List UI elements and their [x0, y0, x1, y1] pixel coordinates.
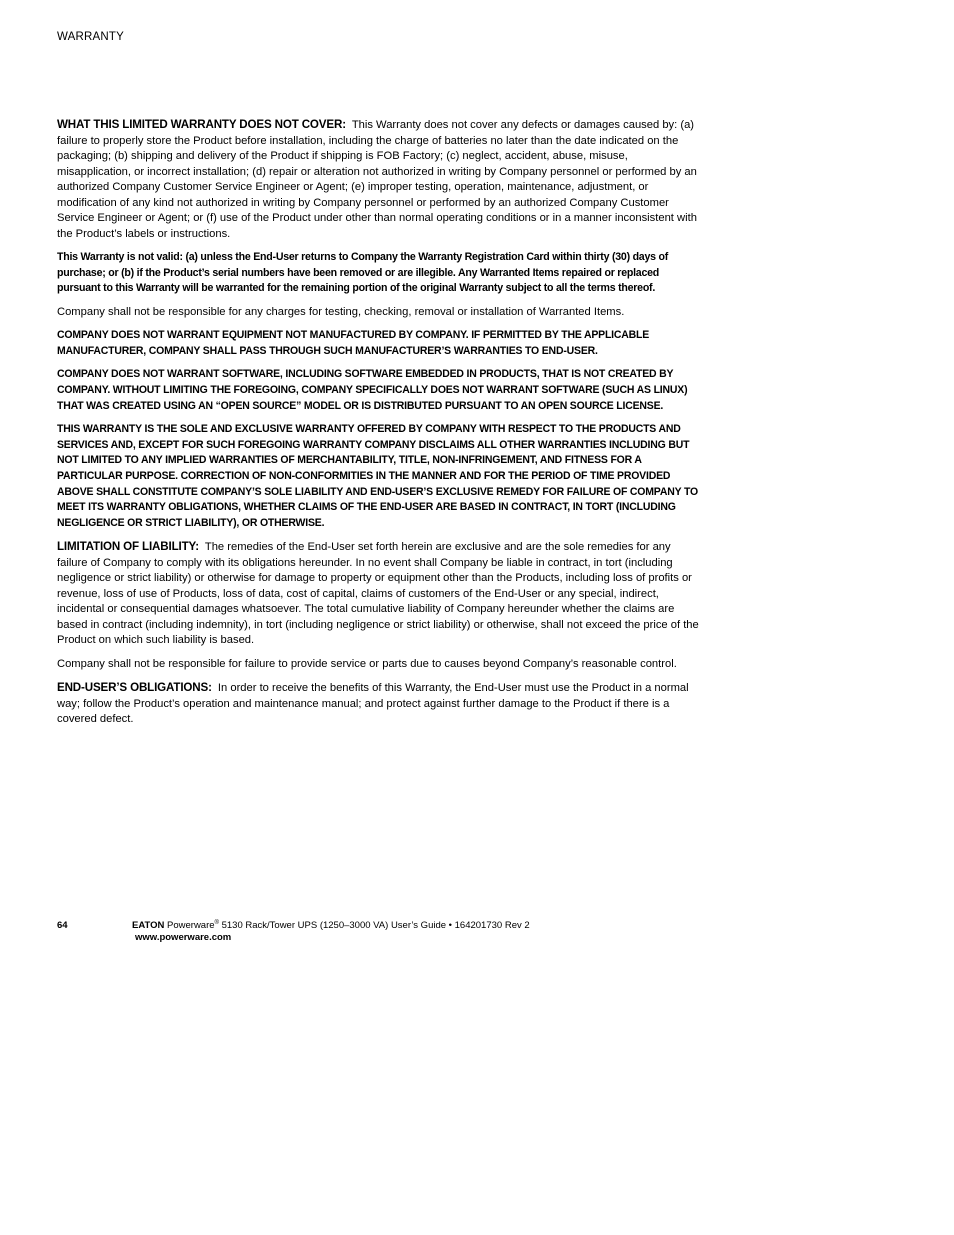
paragraph-liability [57, 539, 703, 649]
text-obligations: In order to receive the benefits of this Warranty, the End-User must use the Product in a normal way; follow the Product’s operation and maintenance manual; and protect against further damage to the Product if there is a covered defect. [57, 682, 689, 726]
footer-url: www.powerware.com [135, 932, 232, 943]
paragraph-charges: Company shall not be responsible for any charges for testing, checking, removal or installation of Warranted Items. [57, 305, 625, 318]
heading-liability: LIMITATION OF LIABILITY: [57, 540, 199, 554]
paragraph-obligations [57, 680, 703, 728]
paragraph-exclusive: THIS WARRANTY IS THE SOLE AND EXCLUSIVE WARRANTY OFFERED BY COMPANY WITH RESPECT TO THE PRODUCTS AND SERVICES AND, EXCEPT FOR SUCH FOREGOING WARRANTY COMPANY DISCLAIMS ALL OTHER WARRANTIES INCLUDING BUT NOT LIMITED TO ANY IMPLIED WARRANTIES OF MERCHANTABILITY, TITLE, NON-INFRINGEMENT, AND FITNESS FOR A PARTICULAR PURPOSE. CORRECTION OF NON-CONFORMITIES IN THE MANNER AND FOR THE PERIOD OF TIME PROVIDED ABOVE SHALL CONSTITUTE COMPANY’S SOLE LIABILITY AND END-USER’S EXCLUSIVE REMEDY FOR FAILURE OF COMPANY TO MEET ITS WARRANTY OBLIGATIONS, WHETHER CLAIMS OF THE END-USER ARE BASED IN CONTRACT, IN TORT (INCLUDING NEGLIGENCE OR STRICT LIABILITY), OR OTHERWISE. [57, 423, 698, 529]
paragraph-service: Company shall not be responsible for failure to provide service or parts due to causes beyond Company’s reasonable control. [57, 657, 677, 670]
paragraph-equipment: COMPANY DOES NOT WARRANT EQUIPMENT NOT MANUFACTURED BY COMPANY. IF PERMITTED BY THE APPLICABLE MANUFACTURER, COMPANY SHALL PASS THROUGH SUCH MANUFACTURER’S WARRANTIES TO END-USER. [57, 329, 650, 357]
running-head: WARRANTY [57, 31, 124, 43]
paragraph-software: COMPANY DOES NOT WARRANT SOFTWARE, INCLUDING SOFTWARE EMBEDDED IN PRODUCTS, THAT IS NOT CREATED BY COMPANY. WITHOUT LIMITING THE FOREGOING, COMPANY SPECIFICALLY DOES NOT WARRANT SOFTWARE (SUCH AS LINUX) THAT WAS CREATED USING AN “OPEN SOURCE” MODEL OR IS DISTRIBUTED PURSUANT TO AN OPEN SOURCE LICENSE. [57, 368, 688, 412]
paragraph-not-valid: This Warranty is not valid: (a) unless the End-User returns to Company the Warranty Registration Card within thirty (30) days of purchase; or (b) if the Product’s serial numbers have been removed or are illegible. Any Warranted Items repaired or replaced pursuant to this Warranty will be warranted for the remaining portion of the original Warranty subject to all the terms thereof. [57, 251, 669, 295]
footer-brand: EATON [132, 920, 165, 932]
footer-title-rest: 5130 Rack/Tower UPS (1250–3000 VA) User’s Guide • 164201730 Rev 2 [218, 920, 530, 932]
registered-mark: ® [214, 920, 219, 926]
footer-product: Powerware [167, 920, 215, 932]
text-not-cover: This Warranty does not cover any defects or damages caused by: (a) failure to properly store the Product before installation, including the charge of batteries no later than the date indicated on the packaging; (b) shipping and delivery of the Product if shipping is FOB Factory; (c) neglect, accident, abuse, misuse, misapplication, or incorrect installation; (d) repair or alteration not authorized in writing by Company personnel or performed by an authorized Company Customer Service Engineer or Agent; (e) improper testing, operation, maintenance, adjustment, or modification of any kind not authorized in writing by Company personnel or performed by an authorized Company Customer Service Engineer or Agent; or (f) use of the Product under other than normal operating conditions or in a manner inconsistent with the Product’s labels or instructions. [57, 119, 697, 240]
footer-title [132, 920, 530, 931]
warranty-body [57, 117, 703, 736]
text-liability: The remedies of the End-User set forth herein are exclusive and are the sole remedies for any failure of Company to comply with its obligations hereunder. In no event shall Company be liable in contract, in tort (including negligence or strict liability) or otherwise for damage to property or equipment other than the Products, including loss of profits or revenue, loss of use of Products, loss of data, cost of capital, claims of customers of the End-User or any special, indirect, incidental or consequential damages whatsoever. The total cumulative liability of Company hereunder whether the claims are based in contract (including indemnity), in tort (including negligence or strict liability) or otherwise, shall not exceed the price of the Product on which such liability is based. [57, 541, 699, 647]
paragraph-not-cover [57, 117, 703, 242]
heading-not-cover: WHAT THIS LIMITED WARRANTY DOES NOT COVER: [57, 118, 346, 131]
heading-obligations: END-USER’S OBLIGATIONS: [57, 681, 212, 695]
page-number: 64 [57, 920, 68, 931]
